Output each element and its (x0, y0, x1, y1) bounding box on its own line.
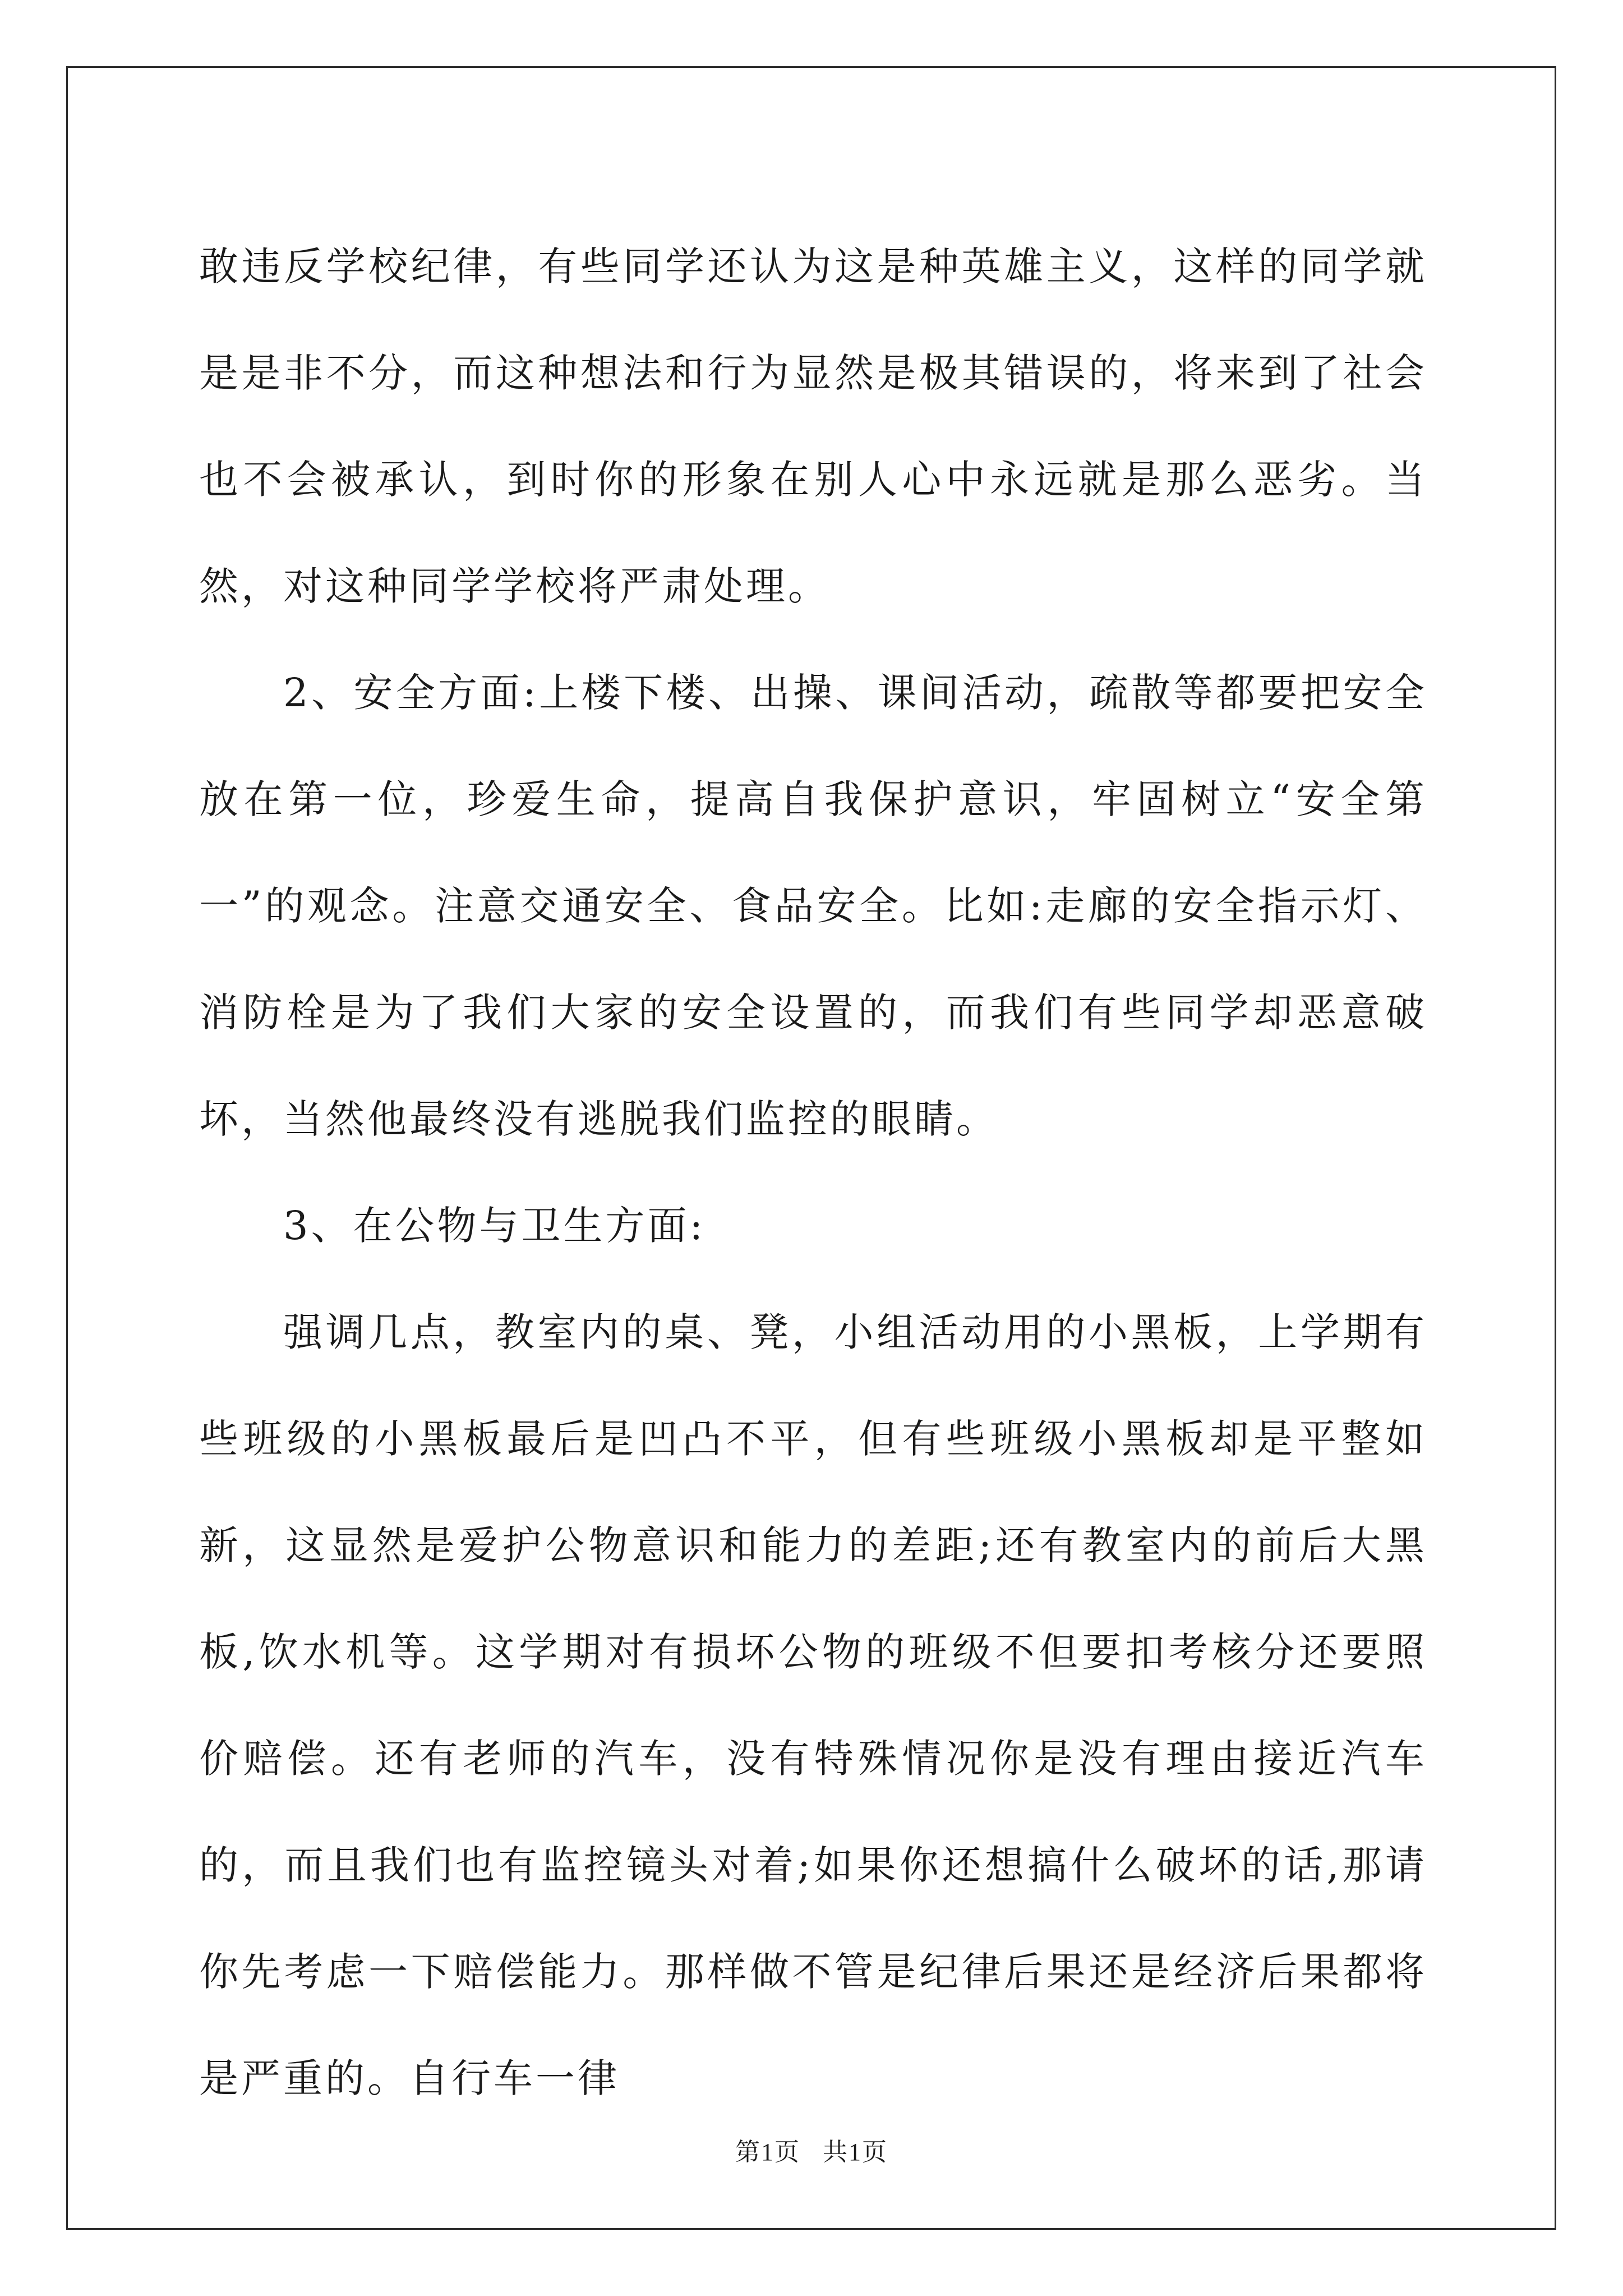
paragraph-4-public-property: 强调几点，教室内的桌、凳，小组活动用的小黑板，上学期有些班级的小黑板最后是凹凸不平，但有些班级小黑板却是平整如新，这显然是爱护公物意识和能力的差距;还有教室内的前后大黑板,饮水机等。这学期对有损坏公物的班级不但要扣考核分还要照价赔偿。还有老师的汽车，没有特殊情况你是没有理由接近汽车的，而且我们也有监控镜头对着;如果你还想搞什么破坏的话,那请你先考虑一下赔偿能力。那样做不管是纪律后果还是经济后果都将是严重的。自行车一律 (199, 1309, 1427, 2101)
page-total: 共1页 (823, 2138, 888, 2166)
page-number: 第1页 (735, 2138, 800, 2166)
paragraph-2-safety: 2、安全方面:上楼下楼、出操、课间活动，疏散等都要把安全放在第一位，珍爱生命，提高自我保护意识，牢固树立“安全第一”的观念。注意交通安全、食品安全。比如:走廊的安全指示灯、消防栓是为了我们大家的安全设置的，而我们有些同学却恶意破坏，当然他最终没有逃脱我们监控的眼睛。 (199, 670, 1427, 1142)
document-body (199, 213, 1427, 2132)
paragraph-3-heading: 3、在公物与卫生方面: (283, 1203, 706, 1249)
page-footer (0, 2132, 1623, 2168)
paragraph-1: 敢违反学校纪律，有些同学还认为这是种英雄主义，这样的同学就是是非不分，而这种想法和行为显然是极其错误的，将来到了社会也不会被承认，到时你的形象在别人心中永远就是那么恶劣。当然，对这种同学学校将严肃处理。 (199, 243, 1427, 609)
